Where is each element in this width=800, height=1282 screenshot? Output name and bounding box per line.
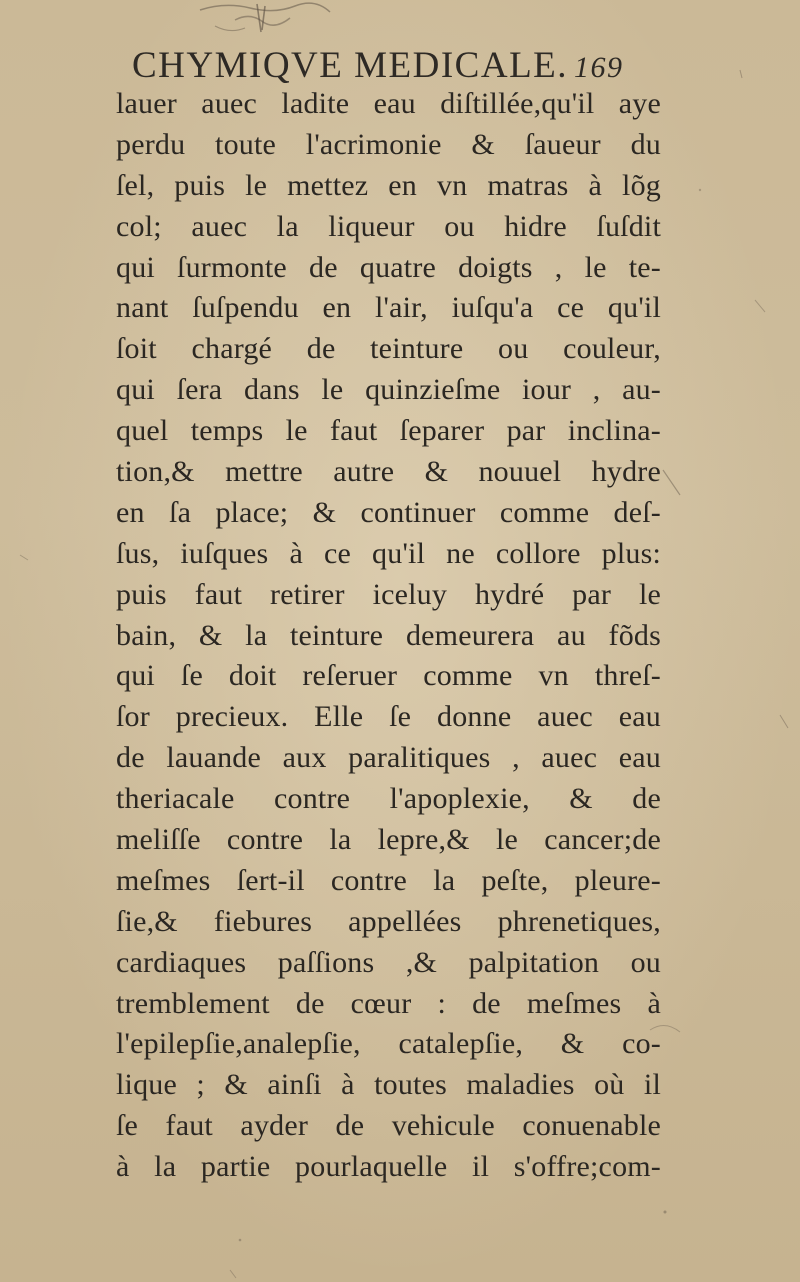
- text-line: à la partie pourlaquelle il s'offre;com-: [116, 1150, 661, 1184]
- text-line: nant ſuſpendu en l'air, iuſqu'a ce qu'il: [116, 291, 661, 325]
- text-line: en ſa place; & continuer comme deſ-: [116, 495, 661, 529]
- text-line: puis faut retirer iceluy hydré par le: [116, 577, 661, 611]
- text-line: ſie,& fiebures appellées phrenetiques,: [116, 904, 661, 938]
- text-line: cardiaques paſſions ,& palpitation ou: [116, 945, 661, 979]
- text-line: qui ſurmonte de quatre doigts , le te-: [116, 250, 661, 284]
- running-head-title: CHYMIQVE MEDICALE.: [132, 45, 569, 86]
- text-line: meſmes ſert-il contre la peſte, pleure-: [116, 863, 661, 897]
- body-text: [112, 84, 672, 1188]
- text-line: bain, & la teinture demeurera au fõds: [116, 618, 661, 652]
- text-line: tion,& mettre autre & nouuel hydre: [116, 455, 661, 489]
- text-line: ſor precieux. Elle ſe donne auec eau: [116, 700, 661, 734]
- text-line: lique ; & ainſi à toutes maladies où il: [116, 1068, 661, 1102]
- text-line: ſus, iuſques à ce qu'il ne collore plus:: [116, 536, 661, 570]
- page-number: 169: [574, 51, 624, 84]
- text-line: perdu toute l'acrimonie & ſaueur du: [116, 127, 661, 161]
- text-line: qui ſe doit reſeruer comme vn threſ-: [116, 659, 661, 693]
- text-line: qui ſera dans le quinzieſme iour , au-: [116, 373, 661, 407]
- text-line: col; auec la liqueur ou hidre ſuſdit: [116, 209, 661, 243]
- text-line: theriacale contre l'apoplexie, & de: [116, 782, 661, 816]
- text-line: tremblement de cœur : de meſmes à: [116, 986, 661, 1020]
- text-line: ſoit chargé de teinture ou couleur,: [116, 332, 661, 366]
- text-line: ſel, puis le mettez en vn matras à lõg: [116, 168, 661, 202]
- text-line: quel temps le faut ſeparer par inclina-: [116, 414, 661, 448]
- text-line: meliſſe contre la lepre,& le cancer;de: [116, 823, 661, 857]
- text-line: ſe faut ayder de vehicule conuenable: [116, 1109, 661, 1143]
- text-line: de lauande aux paralitiques , auec eau: [116, 741, 661, 775]
- ornament-fragment-icon: [195, 0, 335, 38]
- text-line: lauer auec ladite eau diſtillée,qu'il aye: [116, 87, 661, 120]
- text-line: l'epilepſie,analepſie, catalepſie, & co-: [116, 1027, 661, 1061]
